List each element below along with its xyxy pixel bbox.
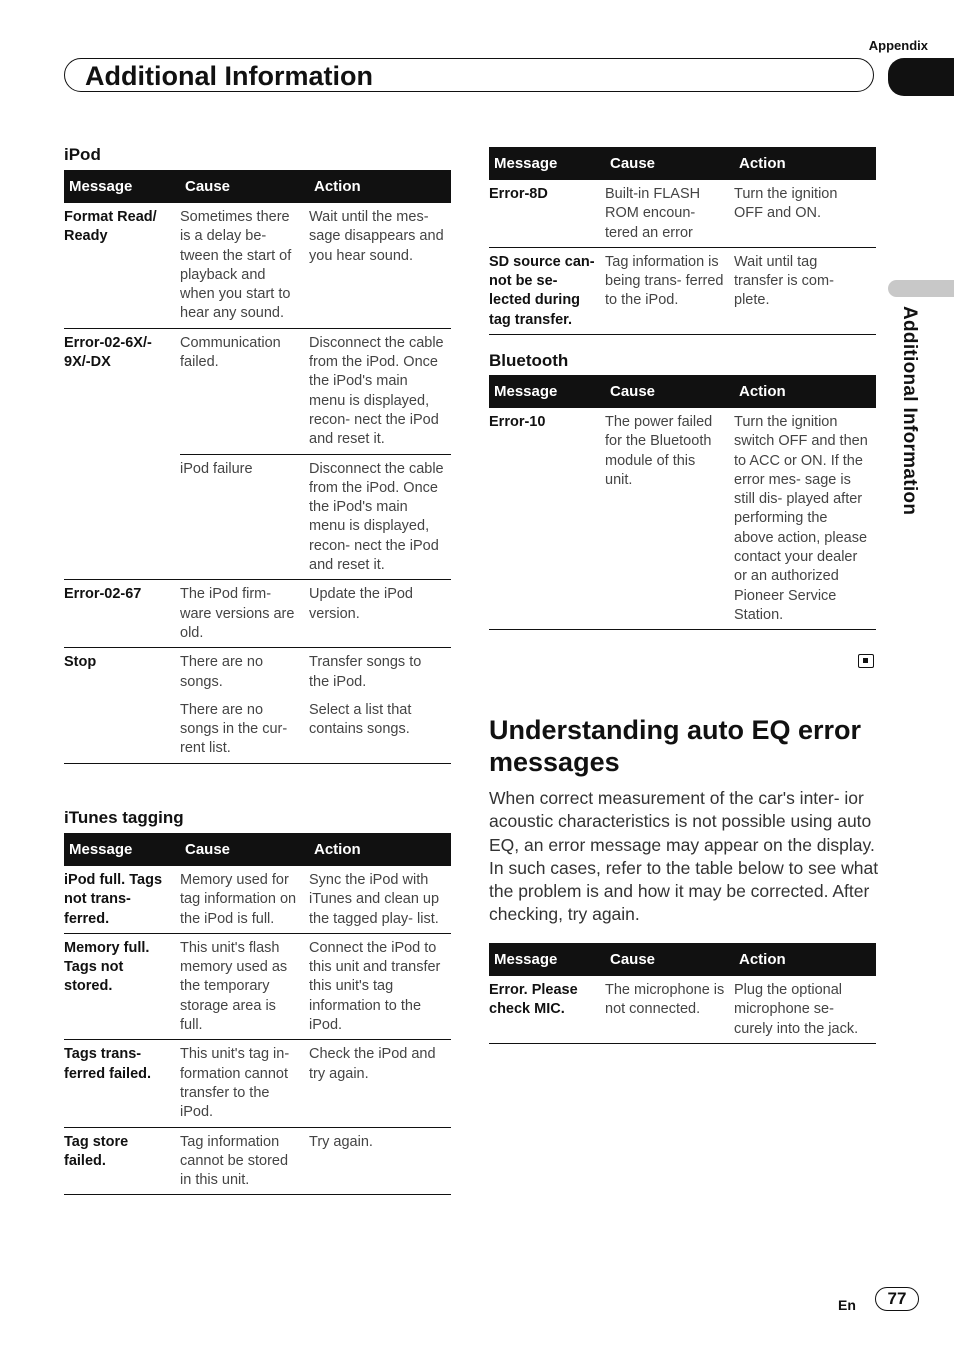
table-row xyxy=(489,408,876,630)
column-header-message: Message xyxy=(489,147,605,180)
column-header-message: Message xyxy=(489,943,605,976)
cause-cell: Tag information cannot be stored in this unit. xyxy=(180,1127,309,1195)
ipod-section-label: iPod xyxy=(64,145,101,164)
message-cell: iPod full. Tags not trans- ferred. xyxy=(64,866,180,933)
bluetooth-section-label: Bluetooth xyxy=(489,351,569,370)
action-cell: Plug the optional microphone se- curely into the jack. xyxy=(734,976,876,1043)
action-cell: Update the iPod version. xyxy=(309,580,451,648)
message-cell: Tag store failed. xyxy=(64,1127,180,1195)
message-cell: Format Read/ Ready xyxy=(64,203,180,328)
cause-cell: Memory used for tag information on the iPod is full. xyxy=(180,866,309,933)
column-header-cause: Cause xyxy=(605,147,734,180)
table-row xyxy=(64,648,451,696)
itunes-section-label: iTunes tagging xyxy=(64,808,184,827)
language-label: En xyxy=(838,1297,856,1313)
action-cell: Turn the ignition OFF and ON. xyxy=(734,180,876,247)
action-cell: Try again. xyxy=(309,1127,451,1195)
column-header-action: Action xyxy=(309,170,451,203)
auto-eq-heading: Understanding auto EQ error messages xyxy=(489,715,862,777)
table-row xyxy=(489,180,876,247)
table-row xyxy=(489,976,876,1043)
action-cell: Disconnect the cable from the iPod. Once the iPod's main menu is displayed, recon- nect the iPod and reset it. xyxy=(309,334,444,448)
cause-cell: Built-in FLASH ROM encoun- tered an error xyxy=(605,180,734,247)
message-cell: Error. Please check MIC. xyxy=(489,976,605,1043)
message-cell: Stop xyxy=(64,648,180,763)
cause-cell: Communication failed. xyxy=(180,334,281,371)
message-cell: Error-02-67 xyxy=(64,580,180,648)
column-header-message: Message xyxy=(64,833,180,866)
message-cell: Memory full. Tags not stored. xyxy=(64,933,180,1039)
section-tab xyxy=(888,58,954,96)
action-cell: Wait until the mes- sage disappears and you hear sound. xyxy=(309,203,451,328)
action-cell: Turn the ignition switch OFF and then to ACC or ON. If the error mes- sage is still dis- played after performing the above action, please contact your dealer or an authorized Pioneer Service Station. xyxy=(734,408,876,630)
cause-cell: The power failed for the Bluetooth module of this unit. xyxy=(605,408,734,630)
column-header-message: Message xyxy=(64,170,180,203)
cause-cell: The microphone is not connected. xyxy=(605,976,734,1043)
side-tab-marker xyxy=(888,280,954,297)
message-cell: SD source can- not be se- lected during tag transfer. xyxy=(489,247,605,334)
auto-eq-table xyxy=(489,943,876,1044)
action-cell: Select a list that contains songs. xyxy=(309,696,451,763)
section-end-icon xyxy=(858,654,874,668)
table-row xyxy=(64,1127,451,1195)
column-header-cause: Cause xyxy=(605,375,734,408)
action-cell: Wait until tag transfer is com- plete. xyxy=(734,247,876,334)
action-cell: Check the iPod and try again. xyxy=(309,1040,451,1127)
cause-cell: The iPod firm- ware versions are old. xyxy=(180,580,309,648)
column-header-action: Action xyxy=(309,833,451,866)
column-header-action: Action xyxy=(734,147,876,180)
column-header-cause: Cause xyxy=(605,943,734,976)
table-row xyxy=(64,580,451,648)
cause-cell: Tag information is being trans- ferred to the iPod. xyxy=(605,247,734,334)
table-row xyxy=(64,1040,451,1127)
column-header-action: Action xyxy=(734,375,876,408)
message-cell: Error-8D xyxy=(489,180,605,247)
appendix-label: Appendix xyxy=(868,38,928,53)
cause-cell: There are no songs in the cur- rent list. xyxy=(180,696,309,763)
side-section-label: Additional Information xyxy=(899,306,920,516)
cause-cell: This unit's tag in- formation cannot transfer to the iPod. xyxy=(180,1040,309,1127)
action-cell: Connect the iPod to this unit and transfer this unit's tag information to the iPod. xyxy=(309,933,451,1039)
cause-cell: This unit's flash memory used as the temporary storage area is full. xyxy=(180,933,309,1039)
action-cell: Sync the iPod with iTunes and clean up the tagged play- list. xyxy=(309,866,451,933)
ipod-table xyxy=(64,170,451,764)
table-row xyxy=(64,866,451,933)
page-number: 77 xyxy=(875,1287,919,1311)
itunes-table xyxy=(64,833,451,1195)
message-cell: Error-10 xyxy=(489,408,605,630)
column-header-cause: Cause xyxy=(180,170,309,203)
bluetooth-table xyxy=(489,375,876,630)
table-row xyxy=(64,203,451,328)
page-title: Additional Information xyxy=(85,61,373,91)
column-header-cause: Cause xyxy=(180,833,309,866)
table-row xyxy=(64,328,451,454)
cause-cell: Sometimes there is a delay be- tween the start of playback and when you start to hear any sound. xyxy=(180,203,309,328)
column-header-message: Message xyxy=(489,375,605,408)
cause-cell: iPod failure xyxy=(180,454,309,580)
auto-eq-body: When correct measurement of the car's inter- ior acoustic characteristics is not possible using auto EQ, an error message may appear on the display. In such cases, refer to the table below to see what the problem is and how it may be corrected. After checking, try again. xyxy=(489,788,879,925)
action-cell: Disconnect the cable from the iPod. Once the iPod's main menu is displayed, recon- nect the iPod and reset it. xyxy=(309,454,451,580)
misc-table xyxy=(489,147,876,335)
action-cell: Transfer songs to the iPod. xyxy=(309,654,422,690)
message-cell: Tags trans- ferred failed. xyxy=(64,1040,180,1127)
cause-cell: There are no songs. xyxy=(180,654,264,690)
table-row xyxy=(489,247,876,334)
column-header-action: Action xyxy=(734,943,876,976)
table-row xyxy=(64,933,451,1039)
message-cell: Error-02-6X/- 9X/-DX xyxy=(64,328,180,580)
